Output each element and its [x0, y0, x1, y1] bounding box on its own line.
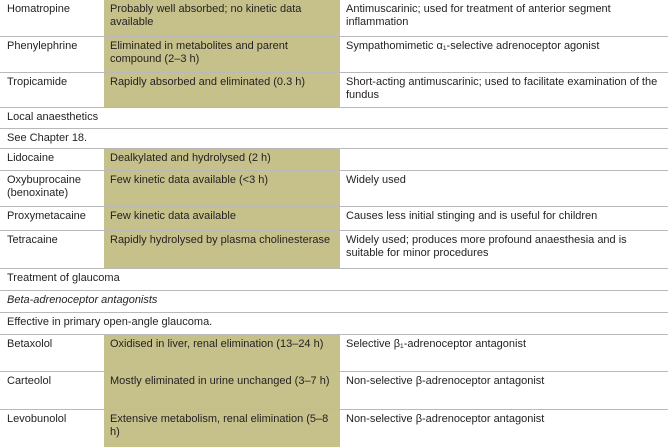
pharmacokinetics-cell: Few kinetic data available: [104, 207, 340, 230]
pharmacokinetics-cell: Rapidly absorbed and eliminated (0.3 h): [104, 73, 340, 107]
pharmacokinetics-cell: Rapidly hydrolysed by plasma cholinesterase: [104, 231, 340, 268]
table-row: [0, 410, 668, 447]
table-row: [0, 231, 668, 269]
notes-cell: Widely used: [346, 174, 406, 186]
drug-name-cell: Betaxolol: [7, 338, 53, 350]
pharmacokinetics-cell: Eliminated in metabolites and parent compound (2–3 h): [104, 37, 340, 72]
drug-name-cell: Oxybuprocaine (benoxinate): [7, 174, 81, 199]
drug-name-cell: Carteolol: [7, 375, 52, 387]
table-row: [0, 171, 668, 207]
drug-name-cell: Phenylephrine: [7, 40, 78, 52]
notes-cell: Non-selective β-adrenoceptor antagonist: [346, 375, 545, 387]
section-row: [0, 129, 668, 149]
pharmacokinetics-cell: Extensive metabolism, renal elimination (5–8 h): [104, 410, 340, 447]
drug-name-cell: Tetracaine: [7, 234, 58, 246]
pharmacokinetics-cell: Probably well absorbed; no kinetic data available: [104, 0, 340, 36]
drug-name-cell: Homatropine: [7, 3, 70, 15]
notes-cell: Selective β₁-adrenoceptor antagonist: [346, 338, 527, 350]
section-row: [0, 313, 668, 335]
section-row: [0, 291, 668, 313]
section-heading: Treatment of glaucoma: [7, 272, 120, 284]
section-heading: Local anaesthetics: [7, 111, 99, 123]
notes-cell: Non-selective β-adrenoceptor antagonist: [346, 413, 545, 425]
section-row: [0, 269, 668, 291]
notes-cell: Antimuscarinic; used for treatment of anterior segment inflammation: [346, 3, 611, 28]
table-row: [0, 73, 668, 108]
pharmacokinetics-cell: Mostly eliminated in urine unchanged (3–7 h): [104, 372, 340, 409]
pharmacokinetics-cell: Oxidised in liver, renal elimination (13–24 h): [104, 335, 340, 371]
notes-cell: Sympathomimetic α₁-selective adrenoceptor agonist: [346, 40, 600, 52]
notes-cell: Causes less initial stinging and is useful for children: [346, 210, 598, 222]
pharmacokinetics-cell: Few kinetic data available (<3 h): [104, 171, 340, 206]
table-row: [0, 149, 668, 171]
table-row: [0, 0, 668, 37]
table-row: [0, 207, 668, 231]
drug-name-cell: Proxymetacaine: [7, 210, 86, 222]
table-row: [0, 372, 668, 410]
section-row: [0, 108, 668, 129]
notes-cell: Short-acting antimuscarinic; used to facilitate examination of the fundus: [346, 76, 658, 101]
drug-name-cell: Lidocaine: [7, 152, 55, 164]
subsection-heading: Beta-adrenoceptor antagonists: [7, 294, 158, 306]
drug-name-cell: Tropicamide: [7, 76, 68, 88]
drug-name-cell: Levobunolol: [7, 413, 67, 425]
section-note: Effective in primary open-angle glaucoma.: [7, 316, 213, 328]
table-row: [0, 335, 668, 372]
notes-cell: Widely used; produces more profound anaesthesia and is suitable for minor procedures: [346, 234, 627, 259]
pharmacokinetics-cell: Dealkylated and hydrolysed (2 h): [104, 149, 340, 170]
notes-cell: [340, 149, 668, 170]
table-row: [0, 37, 668, 73]
section-note: See Chapter 18.: [7, 132, 88, 144]
